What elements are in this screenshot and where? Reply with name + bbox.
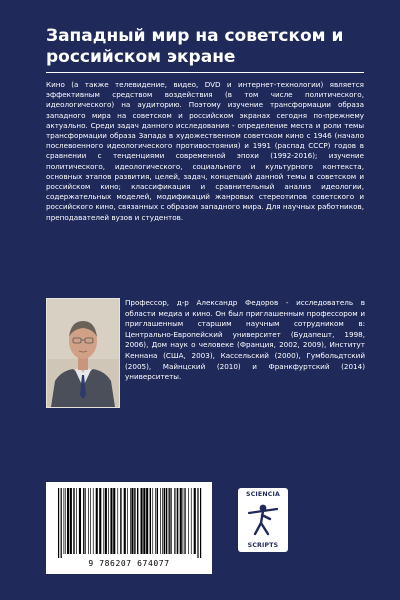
book-title: Западный мир на советском и российском экране: [46, 26, 344, 67]
barcode-bars: [46, 482, 212, 560]
scientist-figure-icon: [246, 501, 280, 537]
isbn-digits: 9 786207 674077: [88, 559, 170, 568]
title-divider: [46, 72, 364, 73]
publisher-logo-bottom: SCRIPTS: [247, 542, 279, 549]
author-bio: Профессор, д-р Александр Федоров - исследователь в области медиа и кино. Он был приглашенным профессором и приглашенным старшим научным сотрудником в: Центрально-Европейский университет (Будапешт, 1998, 2006), Дом наук о человеке (Франция, 2002, 2009), Институт Кеннана (США, 2003), Кассельский (2000), Гумбольдтский (2005), Майнцский (2010) и Франкфуртский (2014) университеты.: [125, 298, 365, 382]
publisher-logo: [238, 488, 288, 552]
publisher-logo-top: SCIENCIA: [246, 491, 280, 498]
book-abstract: Кино (а также телевидение, видео, DVD и интернет-технологии) является эффективным средством воздействия (в том числе политического, идеологического) на аудиторию. Поэтому изучение трансформации образа западного мира на советском и российском экранах сегодня по-прежнему актуально. Среди задач данного исследования - определение места и роли темы трансформации образа Запада в художественном советском кино с 1946 (начало послевоенного идеологического противостояния) и 1991 (распад СССР) годов в сравнении с тенденциями современной эпохи (1992-2016); изучение политического, идеологического, социального и культурного контекста, основных этапов развития, целей, задач, концепций данной темы в советском и российском кино; классификация и сравнительный анализ идеологии, содержательных моделей, модификаций жанровых стереотипов советского и российского кино, связанных с образом западного мира. Для научных работников, преподавателей вузов и студентов.: [46, 80, 364, 222]
author-photo: [46, 298, 120, 408]
isbn-barcode: [46, 482, 212, 574]
